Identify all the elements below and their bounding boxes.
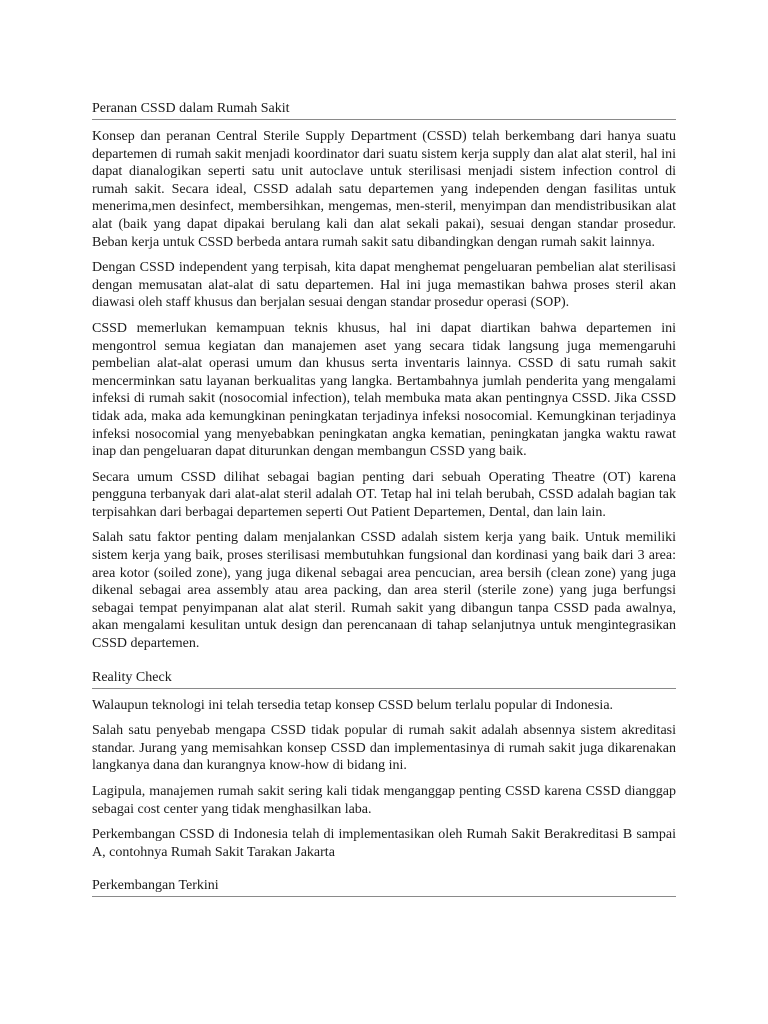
paragraph: Secara umum CSSD dilihat sebagai bagian penting dari sebuah Operating Theatre (OT) karena pengguna terbanyak dari alat-alat steril adalah OT. Tetap hal ini telah berubah, CSSD adalah bagian tak terpisahkan dari berbagai departemen seperti Out Patient Departemen, Dental, dan lain lain. xyxy=(92,469,676,520)
section-heading-peranan-cssd: Peranan CSSD dalam Rumah Sakit xyxy=(92,100,676,120)
paragraph: Salah satu penyebab mengapa CSSD tidak popular di rumah sakit adalah absennya sistem akreditasi standar. Jurang yang memisahkan konsep CSSD dan implementasinya di rumah sakit juga dikarenakan langkanya dana dan kurangnya know-how di bidang ini. xyxy=(92,723,676,774)
paragraph: Walaupun teknologi ini telah tersedia tetap konsep CSSD belum terlalu popular di Indonesia. xyxy=(92,697,614,713)
paragraph: Lagipula, manajemen rumah sakit sering kali tidak menganggap penting CSSD karena CSSD dianggap sebagai cost center yang tidak menghasilkan laba. xyxy=(92,784,676,817)
paragraph: Dengan CSSD independent yang terpisah, kita dapat menghemat pengeluaran pembelian alat sterilisasi dengan memusatan alat-alat di satu departemen. Hal ini juga memastikan bahwa proses steril akan diawasi oleh staff khusus dan berjalan sesuai dengan standar prosedur operasi (SOP). xyxy=(92,260,676,311)
paragraph: Perkembangan CSSD di Indonesia telah di implementasikan oleh Rumah Sakit Berakreditasi B sampai A, contohnya Rumah Sakit Tarakan Jakarta xyxy=(92,827,676,860)
paragraph: Salah satu faktor penting dalam menjalankan CSSD adalah sistem kerja yang baik. Untuk memiliki sistem kerja yang baik, proses sterilisasi membutuhkan fungsional dan kordinasi yang baik dari 3 area: area kotor (soiled zone), yang juga dikenal sebagai area pencucian, area bersih (clean zone) yang juga dikenal sebagai area assembly atau area packing, dan area steril (sterile zone) yang juga berfungsi sebagai tempat penyimpanan alat alat steril. Rumah sakit yang dibangun tanpa CSSD pada awalnya, akan mengalami kesulitan untuk design dan perencanaan di tahap selanjutnya untuk mengintegrasikan CSSD departemen. xyxy=(92,530,676,652)
document-page xyxy=(92,100,676,905)
section-heading-reality-check: Reality Check xyxy=(92,669,676,689)
paragraph: Konsep dan peranan Central Sterile Supply Department (CSSD) telah berkembang dari hanya suatu departemen di rumah sakit menjadi koordinator dari suatu sistem kerja supply dan alat alat steril, hal ini dapat dianalogikan seperti satu unit autoclave untuk sterilisasi menjadi sistem infection control di rumah sakit. Secara ideal, CSSD adalah satu departemen yang independen dengan fasilitas untuk menerima,men desinfect, membersihkan, mengemas, men-steril, menyimpan dan mendistribusikan alat alat (baik yang dapat dipakai berulang kali dan alat sekali pakai), sesuai dengan standar prosedur. Beban kerja untuk CSSD berbeda antara rumah sakit satu dibandingkan dengan rumah sakit lainnya. xyxy=(92,129,676,250)
section-heading-perkembangan-terkini: Perkembangan Terkini xyxy=(92,877,676,897)
paragraph: CSSD memerlukan kemampuan teknis khusus, hal ini dapat diartikan bahwa departemen ini mengontrol semua kegiatan dan manajemen aset yang secara tidak langsung juga memengaruhi pembelian alat-alat operasi umum dan khusus serta inventaris lainnya. CSSD di satu rumah sakit mencerminkan satu layanan berkualitas yang langka. Bertambahnya jumlah penderita yang mengalami infeksi di rumah sakit (nosocomial infection), telah membuka mata akan pentingnya CSSD. Jika CSSD tidak ada, maka ada kemungkinan peningkatan terjadinya infeksi nosocomial. Kemungkinan terjadinya infeksi nosocomial yang menyebabkan peningkatan angka kematian, peningkatan jangka waktu rawat inap dan pengeluaran dapat diturunkan dengan membangun CSSD yang baik. xyxy=(92,320,676,460)
